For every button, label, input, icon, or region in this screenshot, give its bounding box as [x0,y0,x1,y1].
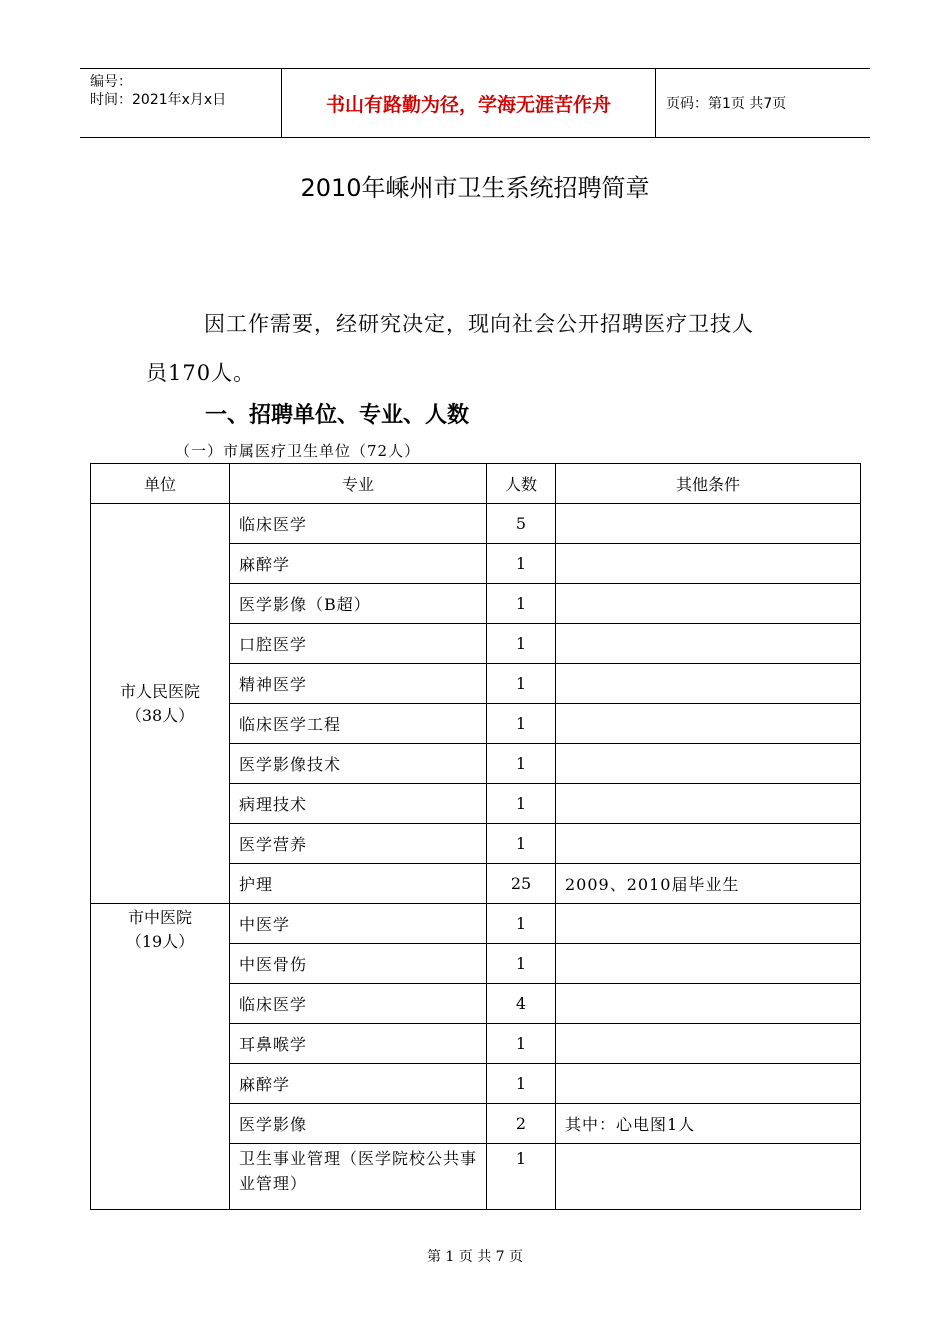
unit-cell [91,504,230,904]
unit-count: （38人） [125,705,195,725]
other-cell [556,544,861,584]
major-cell: 口腔医学 [230,624,487,664]
count-cell: 1 [487,784,556,824]
major-cell: 麻醉学 [230,1064,487,1104]
header-motto: 书山有路勤为径，学海无涯苦作舟 [282,69,656,137]
other-cell [556,584,861,624]
unit-cell [91,904,230,1210]
count-cell: 1 [487,624,556,664]
intro-paragraph [146,300,816,398]
count-cell: 1 [487,664,556,704]
other-cell [556,664,861,704]
major-cell: 护理 [230,864,487,904]
major-cell: 医学影像（B超） [230,584,487,624]
major-cell: 麻醉学 [230,544,487,584]
other-cell: 2009、2010届毕业生 [556,864,861,904]
other-cell: 其中：心电图1人 [556,1104,861,1144]
count-cell: 5 [487,504,556,544]
count-cell: 1 [487,704,556,744]
header-count: 人数 [487,464,556,504]
count-cell: 1 [487,544,556,584]
header-major: 专业 [230,464,487,504]
count-cell: 4 [487,984,556,1024]
other-cell [556,1064,861,1104]
major-cell: 精神医学 [230,664,487,704]
other-cell [556,944,861,984]
count-cell: 1 [487,1064,556,1104]
count-cell: 1 [487,584,556,624]
recruitment-table [90,463,861,1210]
count-cell: 1 [487,824,556,864]
major-cell: 临床医学 [230,984,487,1024]
other-cell [556,704,861,744]
count-cell: 1 [487,944,556,984]
unit-name: 市中医院 [127,908,192,927]
major-cell: 中医骨伤 [230,944,487,984]
major-cell: 卫生事业管理（医学院校公共事业管理） [230,1144,487,1210]
count-cell: 1 [487,1024,556,1064]
major-cell: 临床医学工程 [230,704,487,744]
number-label: 编号： [90,74,132,90]
major-cell: 医学影像技术 [230,744,487,784]
document-header [80,68,870,138]
count-cell: 2 [487,1104,556,1144]
major-cell: 医学营养 [230,824,487,864]
document-title: 2010年嵊州市卫生系统招聘简章 [300,174,650,202]
header-meta [80,69,282,137]
count-cell: 1 [487,744,556,784]
section-heading: 一、招聘单位、专业、人数 [205,403,470,428]
count-cell: 1 [487,904,556,944]
other-cell [556,824,861,864]
other-cell [556,504,861,544]
other-cell [556,1144,861,1210]
header-other: 其他条件 [556,464,861,504]
major-cell: 医学影像 [230,1104,487,1144]
table-row [91,904,861,944]
header-unit: 单位 [91,464,230,504]
major-cell: 耳鼻喉学 [230,1024,487,1064]
intro-line-1: 因工作需要，经研究决定，现向社会公开招聘医疗卫技人 [204,312,754,336]
unit-count: （19人） [125,932,195,951]
other-cell [556,744,861,784]
intro-line-2: 员170人。 [146,361,256,385]
other-cell [556,784,861,824]
other-cell [556,1024,861,1064]
subsection-heading: （一）市属医疗卫生单位（72人） [175,442,421,460]
count-cell: 25 [487,864,556,904]
time-label: 时间：2021年x月x日 [90,92,227,108]
other-cell [556,984,861,1024]
table-row [91,504,861,544]
table-header-row [91,464,861,504]
major-cell: 临床医学 [230,504,487,544]
header-page-info: 页码：第1页 共7页 [666,96,787,112]
unit-name: 市人民医院 [119,681,200,701]
other-cell [556,904,861,944]
major-cell: 中医学 [230,904,487,944]
major-cell: 病理技术 [230,784,487,824]
other-cell [556,624,861,664]
count-cell: 1 [487,1144,556,1210]
page-footer: 第 1 页 共 7 页 [426,1249,524,1265]
